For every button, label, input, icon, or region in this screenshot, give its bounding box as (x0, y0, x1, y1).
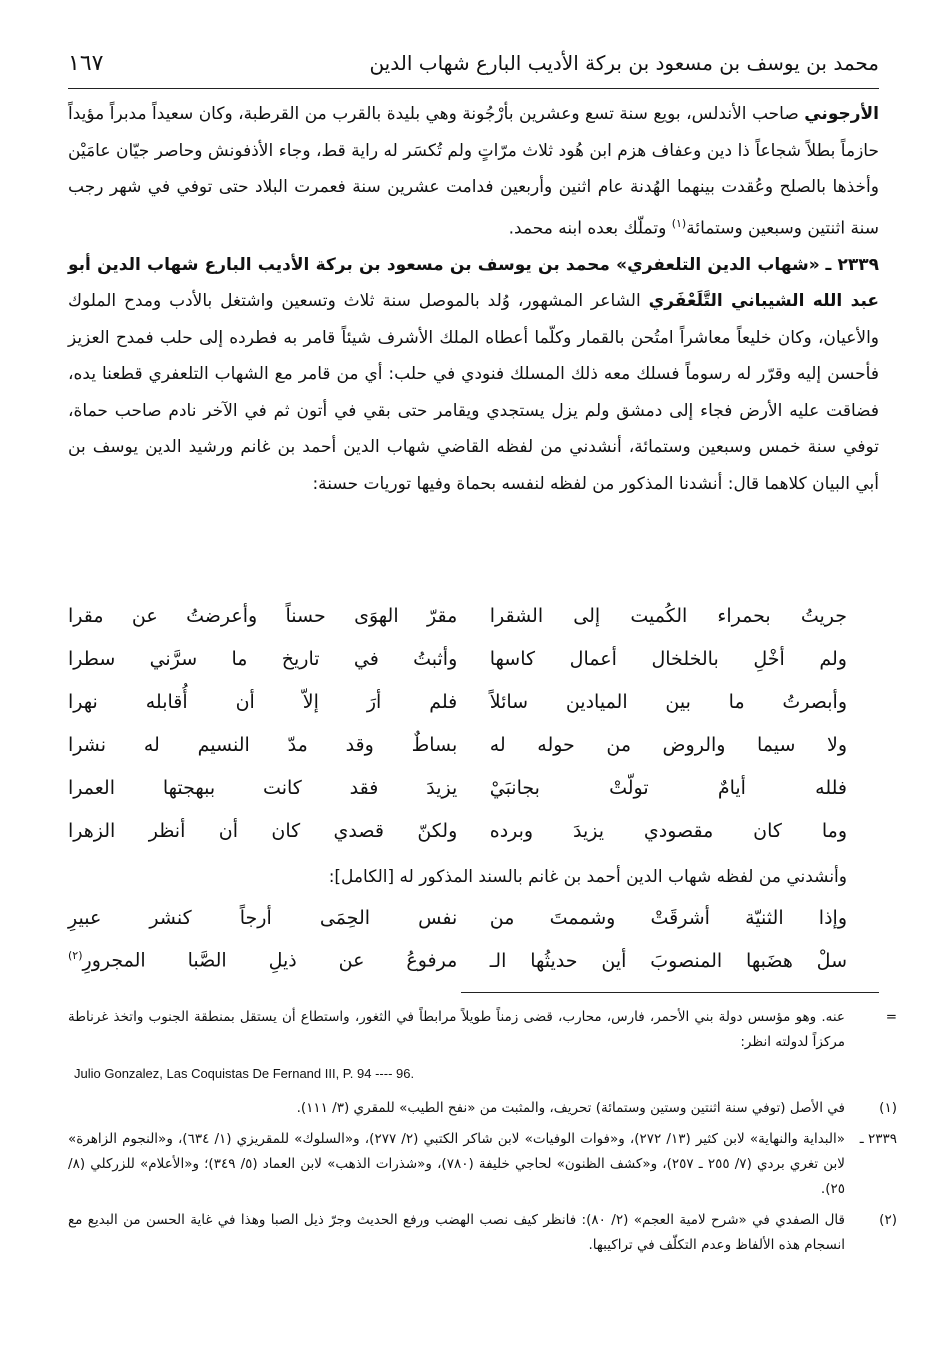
hemistich-first: وإذا الثنيّة أشرقَتْ وشممتَ من (489, 906, 847, 929)
hemistich-second: وأثبتُ في تاريخ ما سرَّني سطرا (68, 647, 458, 670)
footnote-mark: (٢) (879, 1212, 897, 1228)
hemistich-first: وما كان مقصودي يزيدَ وبرده (489, 819, 847, 842)
verse (68, 723, 879, 766)
latin-reference: Julio Gonzalez, Las Coquistas De Fernand III, P. 94 ---- 96. (74, 1066, 415, 1081)
header-rule (68, 88, 879, 89)
verse (68, 594, 879, 637)
hemistich-first: سلْ هضَبها المنصوبَ أين حديثُها الـ (489, 949, 847, 972)
footnote-ref-2: (٢) (68, 949, 83, 963)
verse (68, 809, 879, 852)
verse (68, 637, 879, 680)
hemistich-first: فلله أيامٌ تولّتْ بجانبَيْ (489, 776, 847, 799)
paragraph-1-end: وتملّك بعده ابنه محمد. (508, 218, 672, 239)
hemistich-second-text: مرفوعُ عن ذيلِ الصَّبا المجرورِ (82, 949, 458, 972)
footnote-mark: (١) (879, 1100, 897, 1116)
name-bold: الأرجوني (804, 104, 879, 124)
footnote-mark: ٢٣٣٩ ـ (859, 1131, 897, 1147)
footnote-rule (461, 992, 879, 993)
verse (68, 896, 879, 939)
hemistich-first: وأبصرتُ ما بين الميادين سائلاً (489, 690, 847, 713)
entry-number: ٢٣٣٩ ـ (825, 254, 880, 275)
main-text (68, 96, 879, 502)
entry-heading: «شهاب الدين التلعفري» محمد بن يوسف بن مسعود بن بركة الأديب البارع شهاب الدين أبو عبد الله الشيباني التَّلَعْفَري (68, 254, 879, 312)
footnote-text: عنه. وهو مؤسس دولة بني الأحمر، فارس، محارب، قضى زمناً طويلاً مرابطاً في الثغور، واستطاع أن يستقل بمنطقة الجنوب واتخذ غرناطة مركزاً لدولته انظر: (68, 1009, 845, 1050)
hemistich-first: ولم أخْلِ بالخلخال أعمال كاسها (489, 647, 847, 670)
hemistich-second: نفس الحِمَى أرجاً كنشر عبيرِ (68, 906, 458, 929)
footnote-text: قال الصفدي في «شرح لامية العجم» (٢/ ٨٠): فانظر كيف نصب الهضب ورفع الحديث وجرّ ذيل الصبا وهذا في غاية الحسن من البديع مع انسجام هذه الألفاظ وعدم التكلّف في تراكيبها. (68, 1212, 846, 1253)
footnote-2 (68, 1208, 897, 1258)
verse (68, 939, 879, 982)
poem-1 (68, 594, 879, 852)
entry-2339 (68, 247, 879, 503)
footnote-1 (68, 1096, 897, 1121)
footnote-text: في الأصل (توفي سنة اثنتين وستين وستمائة) تحريف، والمثبت من «نفح الطيب» للمقري (٣/ ١١١). (296, 1100, 845, 1116)
hemistich-second: بساطٌ وقد مدّ النسيم له نشرا (68, 733, 458, 756)
poem-2-intro: وأنشدني من لفظه شهاب الدين أحمد بن غانم بالسند المذكور له [الكامل]: (328, 867, 847, 887)
footnote-2339 (68, 1127, 897, 1202)
hemistich-second: ولكنّ قصدي كان أن أنظر الزهرا (68, 819, 458, 842)
page-header (68, 40, 879, 86)
hemistich-second: يزيدَ فقد كانت ببهجتها العمرا (68, 776, 458, 799)
paragraph-1 (68, 96, 879, 247)
paragraph-1-text: صاحب الأندلس، بويع سنة تسع وعشرين بأرْجُونة وهي بليدة بالقرب من القرطبة، وكان سعيداً مدبراً مؤيداً حازماً بطلاً شجاعاً ذا دين وعفاف هزم ابن هُود ثلاث مرّاتٍ ولم تُكسَر له راية قط، وجاء الأذفونش وحاصر جيّان عامَيْن وأخذها بالصلح وعُقدت بينهما الهُدنة عام اثنين وأربعين فدامت عشرين سنة فعمرت البلاد حتى توفي في شهر رجب سنة اثنتين وسبعين وستمائة (68, 104, 879, 239)
entry-biography: الشاعر المشهور، وُلد بالموصل سنة ثلاث وتسعين واشتغل بالأدب ومدح الملوك والأعيان، وكان خليعاً معاشراً امتُحن بالقمار وكلّما أعطاه الملك الأشرف شيئاً قامر به فطرده إلى حلب فمدح العزيز فأحسن إليه وقرّر له رسوماً فسلك معه ذلك المسلك فنودي في حلب: أي من قامر مع الشهاب التلعفري قطعنا يده، فضاقت عليه الأرض فجاء إلى دمشق ولم يزل يستجدي ويقامر حتى بقي في أتون ثم في الآخر نادم صاحب حماة، توفي سنة خمس وسبعين وستمائة، أنشدني من لفظه القاضي شهاب الدين أحمد بن غانم ورشيد الدين يوسف بن أبي البيان كلاهما قال: أنشدنا المذكور من لفظه لنفسه بحماة وفيها توريات حسنة: (68, 291, 879, 494)
hemistich-first: جريتُ بحمراء الكُميت إلى الشقرا (489, 604, 847, 627)
hemistich-second: مقرّ الهوَى حسناً وأعرضتُ عن مقرا (68, 604, 458, 627)
page-number: ١٦٧ (68, 50, 104, 76)
verse (68, 766, 879, 809)
hemistich-first: ولا سيما والروض من حوله له (489, 733, 847, 756)
footnote-ref-1: (١) (671, 216, 687, 230)
footnote-continuation (68, 1005, 897, 1055)
hemistich-second (68, 949, 457, 971)
verse (68, 680, 879, 723)
footnote-text: «البداية والنهاية» لابن كثير (١٣/ ٢٧٢)، و«فوات الوفيات» لابن شاكر الكتبي (٢/ ٢٧٧)، و«السلوك» للمقريزي (١/ ٦٣٤)، و«النجوم الزاهرة» لابن تغري بردي (٧/ ٢٥٥ ـ ٢٥٧)، و«كشف الظنون» لحاجي خليفة (٧٨٠)، و«شذرات الذهب» لابن العماد (٥/ ٣٤٩)؛ و«الأعلام» للزركلي (٨/ ٢٥). (68, 1131, 846, 1197)
poem-2 (68, 896, 879, 982)
footnote-mark: = (885, 1009, 897, 1025)
footnotes (68, 1005, 897, 1264)
running-title: محمد بن يوسف بن مسعود بن بركة الأديب البارع شهاب الدين (369, 51, 879, 75)
hemistich-second: فلم أرَ إلاّ أن أُقابله نهرا (68, 690, 458, 713)
